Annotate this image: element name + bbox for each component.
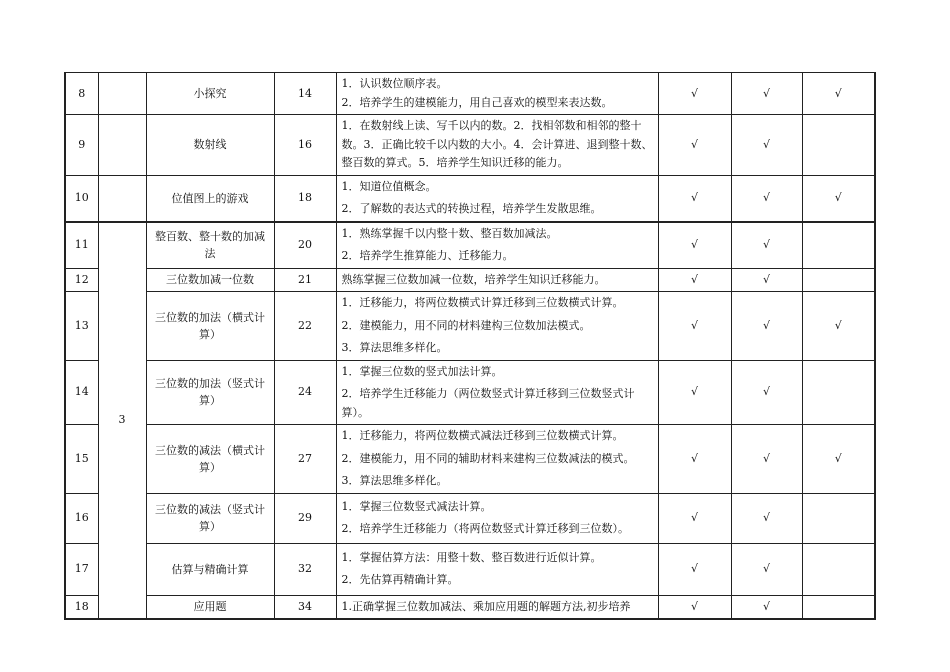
goal-line: 1．熟练掌握千以内整十数、整百数加减法。 [341, 226, 558, 240]
check-cell: √ [802, 425, 875, 494]
check-cell: √ [731, 292, 802, 361]
table-row [65, 115, 875, 176]
page-cell: 16 [274, 115, 336, 176]
goal-line: 2．先估算再精确计算。 [341, 573, 459, 586]
page-cell: 34 [274, 595, 336, 619]
check-cell: √ [731, 268, 802, 292]
page-cell: 14 [274, 73, 336, 115]
goal-line: 2．培养学生迁移能力（将两位数竖式计算迁移到三位数）。 [341, 522, 629, 535]
check-cell: √ [731, 425, 802, 494]
row-number: 12 [65, 268, 98, 292]
page-cell: 22 [274, 292, 336, 361]
check-cell [802, 115, 875, 176]
topic-cell: 小探究 [146, 73, 274, 115]
goal-line: 2．建模能力，用不同的辅助材料来建构三位数减法的模式。 [341, 451, 635, 465]
goal-line: 1．认识数位顺序表。 [341, 77, 448, 90]
page-cell: 32 [274, 543, 336, 595]
goal-line: 2．培养学生的建模能力，用自己喜欢的模型来表达数。 [341, 95, 613, 109]
unit-cell [98, 115, 146, 176]
topic-cell: 三位数加减一位数 [146, 268, 274, 292]
goals-cell [336, 425, 658, 494]
check-cell: √ [731, 73, 802, 115]
check-cell: √ [802, 292, 875, 361]
row-number: 11 [65, 222, 98, 269]
topic-cell: 估算与精确计算 [146, 543, 274, 595]
check-cell: √ [731, 222, 802, 269]
check-cell: √ [658, 268, 731, 292]
check-cell: √ [731, 360, 802, 425]
goals-cell [336, 493, 658, 543]
check-cell: √ [731, 543, 802, 595]
topic-cell: 位值图上的游戏 [146, 175, 274, 222]
row-number: 16 [65, 493, 98, 543]
goal-line: 2．培养学生迁移能力（两位数竖式计算迁移到三位数竖式计算）。 [341, 387, 635, 419]
goal-line: 3．算法思维多样化。 [341, 474, 448, 487]
row-number: 17 [65, 543, 98, 595]
check-cell [802, 222, 875, 269]
topic-cell: 数射线 [146, 115, 274, 176]
table-row [65, 543, 875, 595]
goal-line: 1．掌握三位数竖式减法计算。 [341, 499, 492, 513]
check-cell: √ [658, 595, 731, 619]
table-row [65, 360, 875, 425]
check-cell: √ [658, 425, 731, 494]
table-row [65, 493, 875, 543]
check-cell: √ [658, 543, 731, 595]
check-cell: √ [658, 222, 731, 269]
topic-cell: 三位数的减法（横式计算） [146, 425, 274, 494]
unit-cell [98, 175, 146, 222]
goals-cell [336, 360, 658, 425]
topic-cell: 应用题 [146, 595, 274, 619]
check-cell [802, 360, 875, 425]
check-cell: √ [731, 115, 802, 176]
page-cell: 24 [274, 360, 336, 425]
page-cell: 29 [274, 493, 336, 543]
check-cell: √ [658, 175, 731, 222]
goal-line: 1．在数射线上读、写千以内的数。2．找相邻数和相邻的整十数。3．正确比较千以内数的大小。4．会计算进、退到整十数、整百数的算式。5．培养学生知识迁移的能力。 [341, 119, 653, 169]
topic-cell: 三位数的加法（横式计算） [146, 292, 274, 361]
unit-cell [98, 73, 146, 115]
goals-cell [336, 595, 658, 619]
row-number: 8 [65, 73, 98, 115]
row-number: 18 [65, 595, 98, 619]
goal-line: 1.正确掌握三位数加减法、乘加应用题的解题方法,初步培养 [341, 599, 631, 613]
table-row [65, 425, 875, 494]
topic-cell: 三位数的加法（竖式计算） [146, 360, 274, 425]
check-cell: √ [802, 175, 875, 222]
syllabus-table-container [64, 72, 874, 620]
goals-cell [336, 222, 658, 269]
goal-line: 1．迁移能力，将两位数横式计算迁移到三位数横式计算。 [341, 296, 624, 309]
page-cell: 20 [274, 222, 336, 269]
goal-line: 1．掌握估算方法：用整十数、整百数进行近似计算。 [341, 550, 602, 564]
goal-line: 熟练掌握三位数加减一位数，培养学生知识迁移能力。 [341, 272, 606, 286]
table-row [65, 73, 875, 115]
topic-cell: 整百数、整十数的加减法 [146, 222, 274, 269]
table-row [65, 222, 875, 269]
check-cell [802, 595, 875, 619]
check-cell: √ [658, 115, 731, 176]
check-cell: √ [658, 493, 731, 543]
table-row [65, 595, 875, 619]
goals-cell [336, 268, 658, 292]
goal-line: 1．迁移能力，将两位数横式减法迁移到三位数横式计算。 [341, 429, 624, 442]
check-cell: √ [658, 360, 731, 425]
check-cell: √ [658, 292, 731, 361]
check-cell [802, 493, 875, 543]
row-number: 13 [65, 292, 98, 361]
goal-line: 3．算法思维多样化。 [341, 341, 448, 354]
goal-line: 2．培养学生推算能力、迁移能力。 [341, 249, 514, 262]
goal-line: 2．了解数的表达式的转换过程，培养学生发散思维。 [341, 202, 602, 215]
goals-cell [336, 115, 658, 176]
check-cell: √ [731, 493, 802, 543]
row-number: 14 [65, 360, 98, 425]
topic-cell: 三位数的减法（竖式计算） [146, 493, 274, 543]
goals-cell [336, 543, 658, 595]
unit-number-cell: 3 [98, 222, 146, 620]
table-row [65, 292, 875, 361]
goal-line: 2．建模能力，用不同的材料建构三位数加法模式。 [341, 318, 591, 332]
check-cell: √ [802, 73, 875, 115]
table-row [65, 175, 875, 222]
goals-cell [336, 73, 658, 115]
goals-cell [336, 175, 658, 222]
check-cell [802, 543, 875, 595]
check-cell [802, 268, 875, 292]
syllabus-table [64, 72, 876, 620]
page-cell: 18 [274, 175, 336, 222]
goals-cell [336, 292, 658, 361]
page-cell: 27 [274, 425, 336, 494]
check-cell: √ [731, 175, 802, 222]
check-cell: √ [731, 595, 802, 619]
goal-line: 1．掌握三位数的竖式加法计算。 [341, 364, 503, 378]
row-number: 10 [65, 175, 98, 222]
goal-line: 1．知道位值概念。 [341, 179, 437, 193]
row-number: 15 [65, 425, 98, 494]
page-cell: 21 [274, 268, 336, 292]
row-number: 9 [65, 115, 98, 176]
check-cell: √ [658, 73, 731, 115]
table-row [65, 268, 875, 292]
